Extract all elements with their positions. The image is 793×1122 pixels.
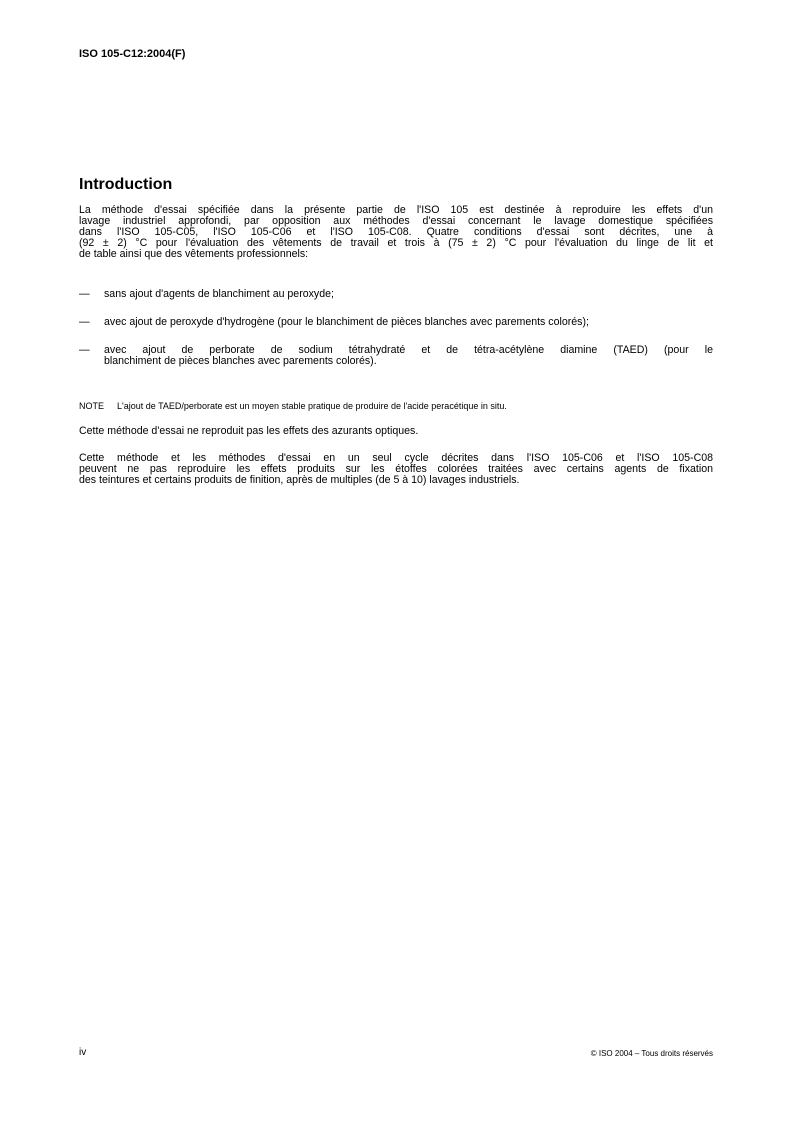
dash-bullet: — (79, 316, 90, 328)
text-line: de table ainsi que des vêtements professionnels: (79, 248, 309, 260)
text-line: avec ajout de peroxyde d'hydrogène (pour le blanchiment de pièces blanches avec parements colorés); (104, 316, 589, 328)
note-text: L'ajout de TAED/perborate est un moyen stable pratique de produire de l'acide peracétique in situ. (117, 401, 507, 411)
text-line: dans l'ISO 105-C05, l'ISO 105-C06 et l'ISO 105-C08. Quatre conditions d'essai sont décrites, une à (79, 226, 713, 238)
text-line: peuvent ne pas reproduire les effets produits sur les étoffes colorées traitées avec certains agents de fixation (79, 463, 713, 475)
section-title: Introduction (79, 176, 173, 193)
text-line: (92 ± 2) °C pour l'évaluation des vêtements de travail et trois à (75 ± 2) °C pour l'évaluation du linge de lit et (79, 237, 713, 249)
page-number: iv (79, 1047, 87, 1058)
list-item (79, 289, 713, 300)
list-item (79, 317, 713, 328)
text-line: avec ajout de perborate de sodium tétrahydraté et de tétra-acétylène diamine (TAED) (pour le (104, 344, 713, 356)
dash-bullet: — (79, 344, 90, 356)
text-line: blanchiment de pièces blanches avec parements colorés). (104, 355, 377, 367)
dash-bullet: — (79, 288, 90, 300)
text-line: Cette méthode d'essai ne reproduit pas les effets des azurants optiques. (79, 425, 419, 437)
paragraph (79, 453, 713, 486)
copyright: © ISO 2004 – Tous droits réservés (590, 1049, 713, 1058)
note-label: NOTE (79, 401, 105, 411)
paragraph (79, 426, 713, 437)
text-line: Cette méthode et les méthodes d'essai en un seul cycle décrites dans l'ISO 105-C06 et l'ISO 105-C08 (79, 452, 713, 464)
text-line: des teintures et certains produits de finition, après de multiples (de 5 à 10) lavages industriels. (79, 474, 520, 486)
text-line: lavage industriel approfondi, par opposition aux méthodes d'essai concernant le lavage domestique spécifiées (79, 215, 713, 227)
document-id: ISO 105-C12:2004(F) (79, 48, 186, 60)
list-item (79, 345, 713, 367)
text-line: La méthode d'essai spécifiée dans la présente partie de l'ISO 105 est destinée à reproduire les effets d'un (79, 204, 713, 216)
intro-paragraph (79, 205, 713, 260)
text-line: sans ajout d'agents de blanchiment au peroxyde; (104, 288, 334, 300)
